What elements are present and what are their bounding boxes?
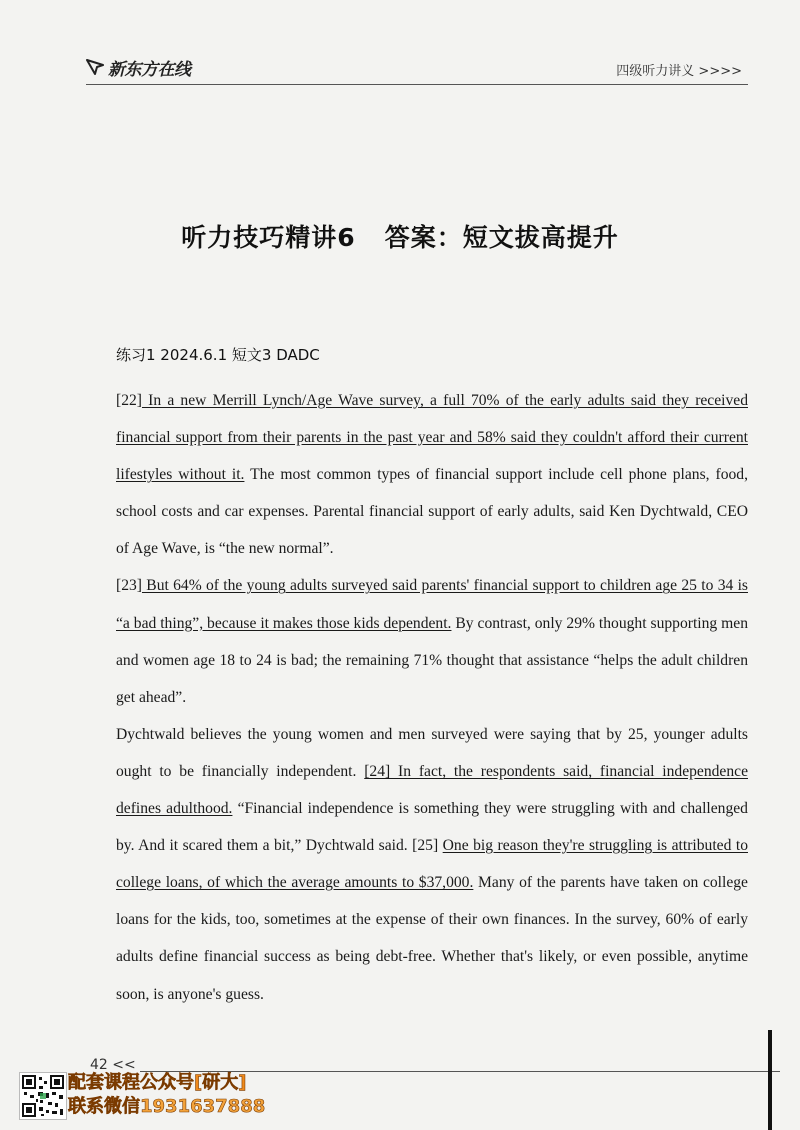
answer-sentence-25: One big reason they're struggling is attributed to college loans, of which the average amounts to $37,000. <box>116 837 748 892</box>
paragraph-text: Dychtwald believes the young women and men surveyed were saying that by 25, younger adults ought to be financially independent. <box>116 725 748 780</box>
passage <box>116 382 748 1013</box>
question-marker-22: [22] <box>116 392 142 409</box>
promo-line-2: 联系微信1931637888 <box>68 1096 266 1117</box>
logo <box>86 54 191 80</box>
logo-text: 新东方在线 <box>108 59 191 80</box>
paragraph-text: Many of the parents have taken on college loans for the kids, too, sometimes at the expense of their own finances. In the survey, 60% of early adults define financial success as being debt-free. Whether that's likely, or even possible, anytime soon, is anyone's guess. <box>116 874 748 1003</box>
paragraph-text: The most common types of financial support include cell phone plans, food, school costs and car expenses. Parental financial support of early adults, said Ken Dychtwald, CEO of Age Wave, is “the new normal”. <box>116 466 748 558</box>
question-marker-23: [23] <box>116 577 142 595</box>
exercise-heading: 练习1 2024.6.1 短文3 DADC <box>116 346 320 364</box>
paragraph-text: By contrast, only 29% thought supporting men and women age 18 to 24 is bad; the remaining 71% thought that assistance “helps the adult children get ahead”. <box>116 614 748 706</box>
scan-edge-mark <box>768 1030 772 1130</box>
answer-sentence-23: But 64% of the young adults surveyed said parents' financial support to children age 25 to 34 is “a bad thing”, because it makes those kids dependent. <box>116 577 748 632</box>
answer-sentence-22: In a new Merrill Lynch/Age Wave survey, a full 70% of the early adults said they received financial support from their parents in the past year and 58% said they couldn't afford their current lifestyles without it. <box>116 392 748 484</box>
promo-line-1: 配套课程公众号[研大] <box>68 1072 247 1093</box>
qr-code-icon <box>19 1072 67 1120</box>
logo-arrow-icon <box>86 58 104 76</box>
header-title: 四级听力讲义 >>>> <box>616 64 742 79</box>
paragraph-22 <box>116 382 748 567</box>
answer-sentence-24: [24] In fact, the respondents said, financial independence defines adulthood. <box>116 762 748 818</box>
header-divider <box>86 84 748 85</box>
promo-banner <box>68 1071 265 1119</box>
paragraph-23 <box>116 567 748 715</box>
page-number: 42 << <box>90 1057 136 1073</box>
paragraph-24-25 <box>116 716 748 1013</box>
paragraph-text: “Financial independence is something they were struggling with and challenged by. And it scared them a bit,” Dychtwald said. [25] <box>116 800 748 855</box>
page-title: 听力技巧精讲6 答案：短文拔高提升 <box>181 223 619 252</box>
